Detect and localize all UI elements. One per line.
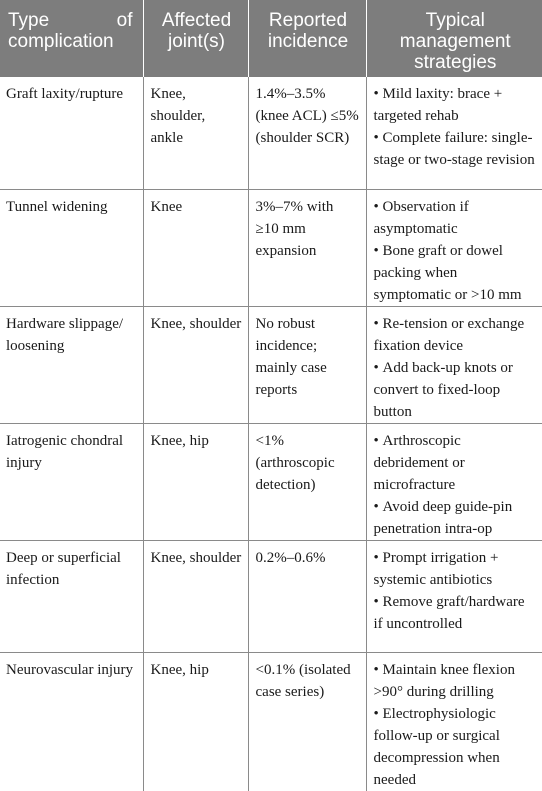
header-affected-joints: Affected joint(s): [143, 0, 248, 77]
complication-cell: Neurovascular injury: [0, 652, 143, 791]
joints-cell: Knee, hip: [143, 652, 248, 791]
joints-cell: Knee, shoulder, ankle: [143, 77, 248, 189]
strategy-item: • Observation if asymptomatic: [374, 196, 537, 240]
header-reported-incidence: Reported incidence: [248, 0, 366, 77]
strategies-cell: [366, 306, 542, 423]
joints-cell: Knee, shoulder: [143, 540, 248, 652]
strategy-item: • Complete failure: single-stage or two-stage revision: [374, 127, 537, 171]
joints-cell: Knee, hip: [143, 423, 248, 540]
strategy-item: • Re-tension or exchange fixation device: [374, 313, 537, 357]
complication-cell: Tunnel widening: [0, 189, 143, 306]
incidence-cell: 3%–7% with ≥10 mm expansion: [248, 189, 366, 306]
strategy-item: • Bone graft or dowel packing when symptomatic or >10 mm: [374, 240, 537, 306]
complication-cell: Deep or superficial infection: [0, 540, 143, 652]
joints-cell: Knee, shoulder: [143, 306, 248, 423]
incidence-cell: 1.4%–3.5% (knee ACL) ≤5% (shoulder SCR): [248, 77, 366, 189]
strategy-item: • Avoid deep guide-pin penetration intra-op: [374, 496, 537, 540]
table-row: [0, 77, 542, 189]
joints-cell: Knee: [143, 189, 248, 306]
header-row: [0, 0, 542, 77]
complication-cell: Iatrogenic chondral injury: [0, 423, 143, 540]
strategy-item: • Arthroscopic debridement or microfracture: [374, 430, 537, 496]
header-management-strategies: Typical management strategies: [366, 0, 542, 77]
complication-cell: Hardware slippage/ loosening: [0, 306, 143, 423]
complication-cell: Graft laxity/rupture: [0, 77, 143, 189]
strategy-item: • Electrophysiologic follow-up or surgical decompression when needed: [374, 703, 537, 791]
strategy-item: • Mild laxity: brace + targeted rehab: [374, 83, 537, 127]
incidence-cell: <0.1% (isolated case series): [248, 652, 366, 791]
table-row: [0, 189, 542, 306]
strategies-cell: [366, 540, 542, 652]
strategy-item: • Add back-up knots or convert to fixed-loop button: [374, 357, 537, 423]
table-header: [0, 0, 542, 77]
incidence-cell: No robust incidence; mainly case reports: [248, 306, 366, 423]
table-body: [0, 77, 542, 791]
table-row: [0, 423, 542, 540]
incidence-cell: <1% (arthroscopic detection): [248, 423, 366, 540]
strategies-cell: [366, 77, 542, 189]
table-row: [0, 652, 542, 791]
incidence-cell: 0.2%–0.6%: [248, 540, 366, 652]
header-type-of-complication: Type of complication: [0, 0, 143, 77]
strategy-item: • Prompt irrigation + systemic antibiotics: [374, 547, 537, 591]
strategies-cell: [366, 189, 542, 306]
strategies-cell: [366, 423, 542, 540]
strategy-item: • Remove graft/hardware if uncontrolled: [374, 591, 537, 635]
table-row: [0, 306, 542, 423]
strategies-cell: [366, 652, 542, 791]
table-row: [0, 540, 542, 652]
strategy-item: • Maintain knee flexion >90° during drilling: [374, 659, 537, 703]
